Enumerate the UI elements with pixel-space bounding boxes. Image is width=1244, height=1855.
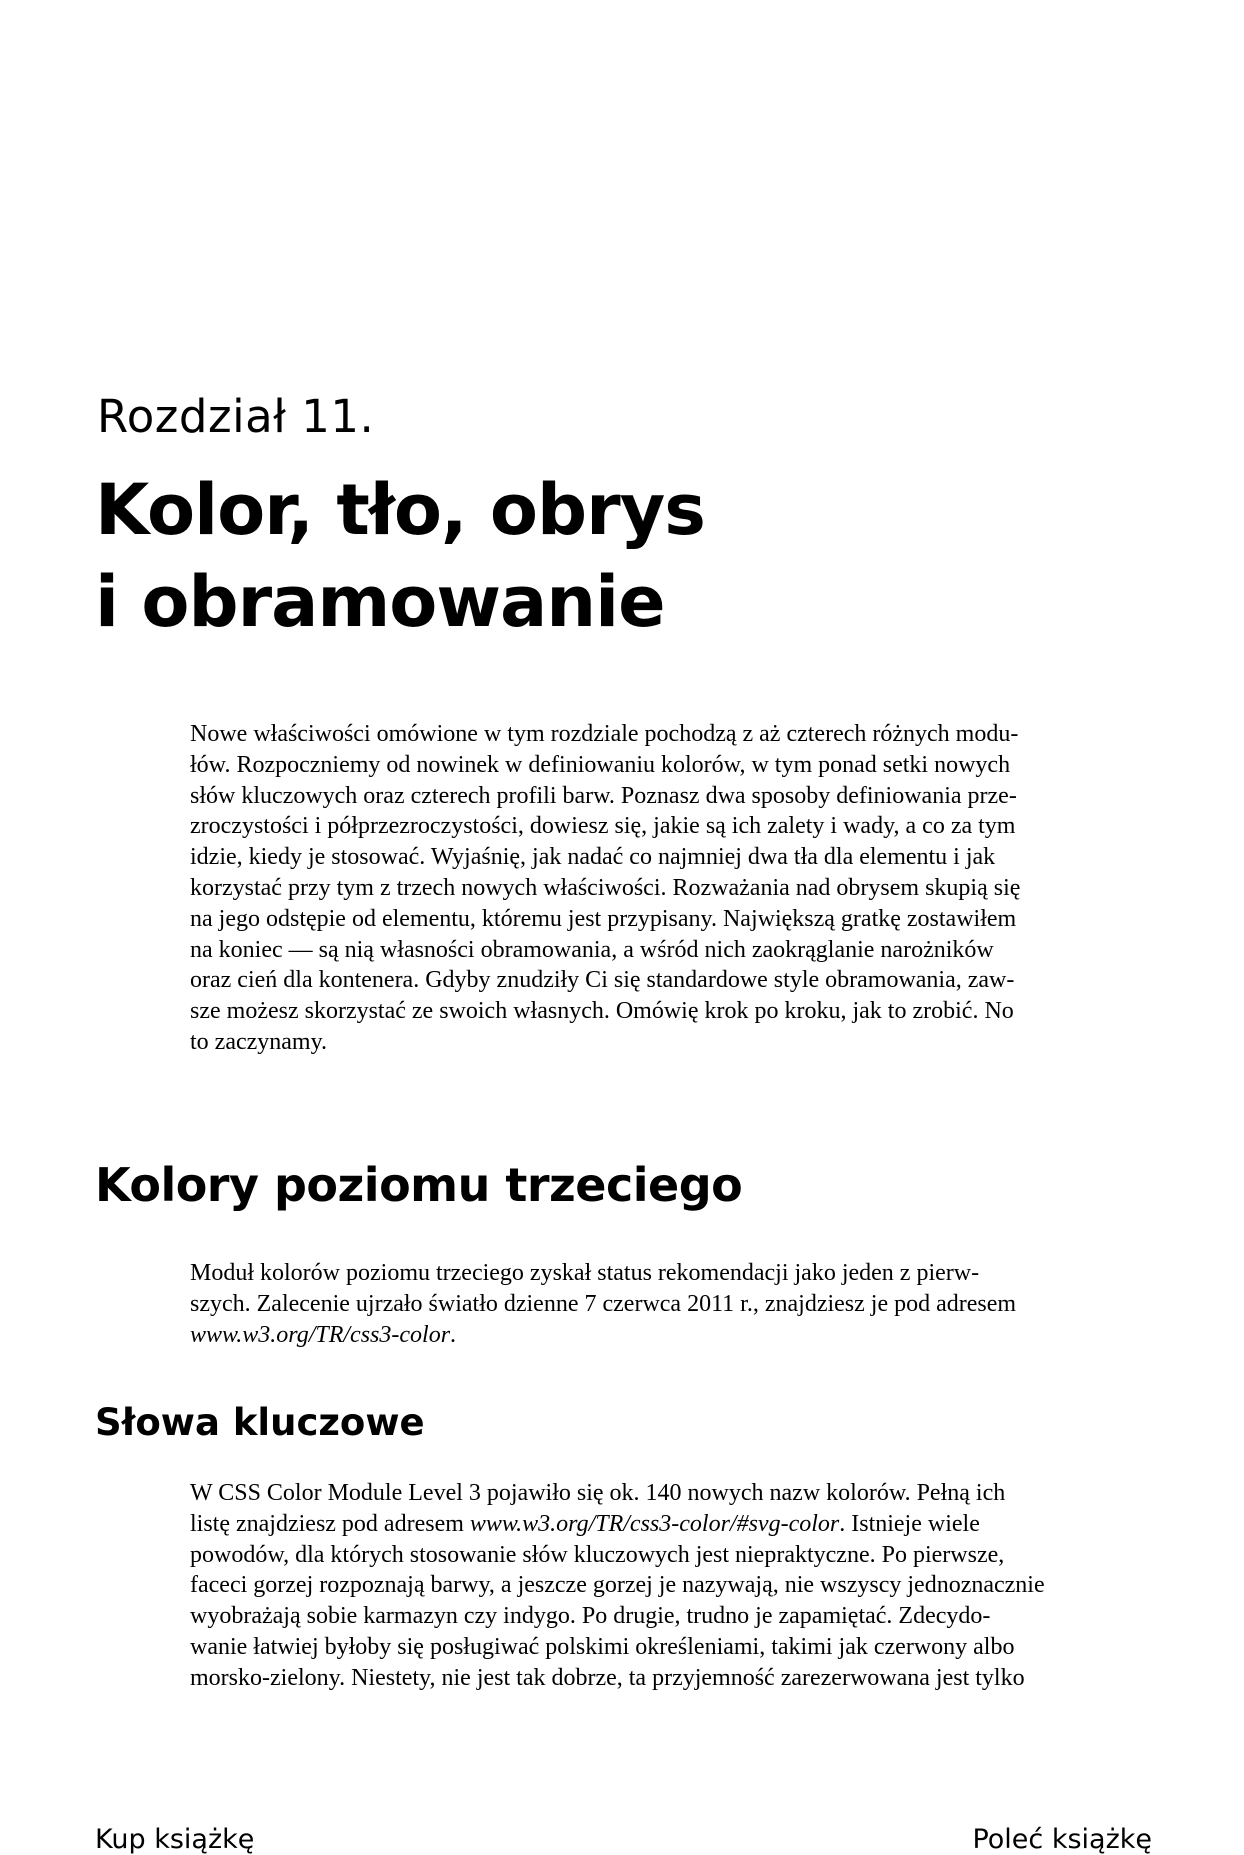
- text-line: [190, 1320, 1152, 1351]
- recommend-book-link[interactable]: Poleć książkę: [972, 1824, 1152, 1855]
- text-line: Nowe właściwości omówione w tym rozdziale pochodzą z aż czterech różnych modu-: [190, 721, 1019, 747]
- text-line: faceci gorzej rozpoznają barwy, a jeszcze gorzej je nazywają, nie wszyscy jednoznacznie: [190, 1572, 1045, 1599]
- text-line: na jego odstępie od elementu, któremu jest przypisany. Największą gratkę zostawiłem: [190, 905, 1017, 932]
- text-line: morsko-zielony. Niestety, nie jest tak dobrze, ta przyjemność zarezerwowana jest tylko: [190, 1664, 1025, 1691]
- text-line: słów kluczowych oraz czterech profili barw. Poznasz dwa sposoby definiowania prze-: [190, 782, 1017, 809]
- chapter-title: [95, 464, 1195, 648]
- spec-url: www.w3.org/TR/css3-color: [190, 1321, 451, 1348]
- text-line: łów. Rozpoczniemy od nowinek w definiowaniu kolorów, w tym ponad setki nowych: [190, 751, 1011, 778]
- section-heading: Kolory poziomu trzeciego: [95, 1158, 743, 1212]
- text-fragment: . Istnieje wiele: [839, 1510, 980, 1537]
- text-line: wyobrażają sobie karmazyn czy indygo. Po drugie, trudno je zapamiętać. Zdecydo-: [190, 1603, 991, 1630]
- text-line: idzie, kiedy je stosować. Wyjaśnię, jak nadać co najmniej dwa tła dla elementu i jak: [190, 844, 996, 871]
- text-line: zroczystości i półprzezroczystości, dowiesz się, jakie są ich zalety i wady, a co za tym: [190, 813, 1016, 840]
- text-line: sze możesz skorzystać ze swoich własnych. Omówię krok po kroku, jak to zrobić. No: [190, 998, 1014, 1025]
- buy-book-link[interactable]: Kup książkę: [95, 1824, 255, 1855]
- intro-paragraph: [190, 719, 1152, 1058]
- text-line: Moduł kolorów poziomu trzeciego zyskał status rekomendacji jako jeden z pierw-: [190, 1260, 980, 1286]
- chapter-title-line: Kolor, tło, obrys: [95, 469, 705, 551]
- text-line: wanie łatwiej byłoby się posługiwać polskimi określeniami, takimi jak czerwony albo: [190, 1633, 1015, 1660]
- subsection-paragraph: [190, 1478, 1152, 1694]
- text-line: korzystać przy tym z trzech nowych właściwości. Rozważania nad obrysem skupią się: [190, 874, 1021, 901]
- text-line: oraz cień dla kontenera. Gdyby znudziły Ci się standardowe style obramowania, zaw-: [190, 967, 1015, 994]
- text-line: na koniec — są nią własności obramowania, a wśród nich zaokrąglanie narożników: [190, 936, 994, 963]
- text-fragment: .: [450, 1321, 457, 1348]
- text-line: to zaczynamy.: [190, 1028, 328, 1055]
- subsection-heading: Słowa kluczowe: [95, 1401, 425, 1444]
- text-line: powodów, dla których stosowanie słów kluczowych jest niepraktyczne. Po pierwsze,: [190, 1541, 1005, 1568]
- text-fragment: listę znajdziesz pod adresem: [190, 1510, 470, 1537]
- chapter-title-line: i obramowanie: [95, 561, 665, 643]
- text-line: szych. Zalecenie ujrzało światło dzienne 7 czerwca 2011 r., znajdziesz je pod adresem: [190, 1290, 1017, 1317]
- text-line: W CSS Color Module Level 3 pojawiło się ok. 140 nowych nazw kolorów. Pełną ich: [190, 1480, 1006, 1506]
- section-paragraph: [190, 1258, 1152, 1350]
- text-line: [190, 1509, 1152, 1540]
- svg-color-url: www.w3.org/TR/css3-color/#svg-color: [469, 1510, 840, 1537]
- chapter-label: Rozdział 11.: [97, 390, 375, 443]
